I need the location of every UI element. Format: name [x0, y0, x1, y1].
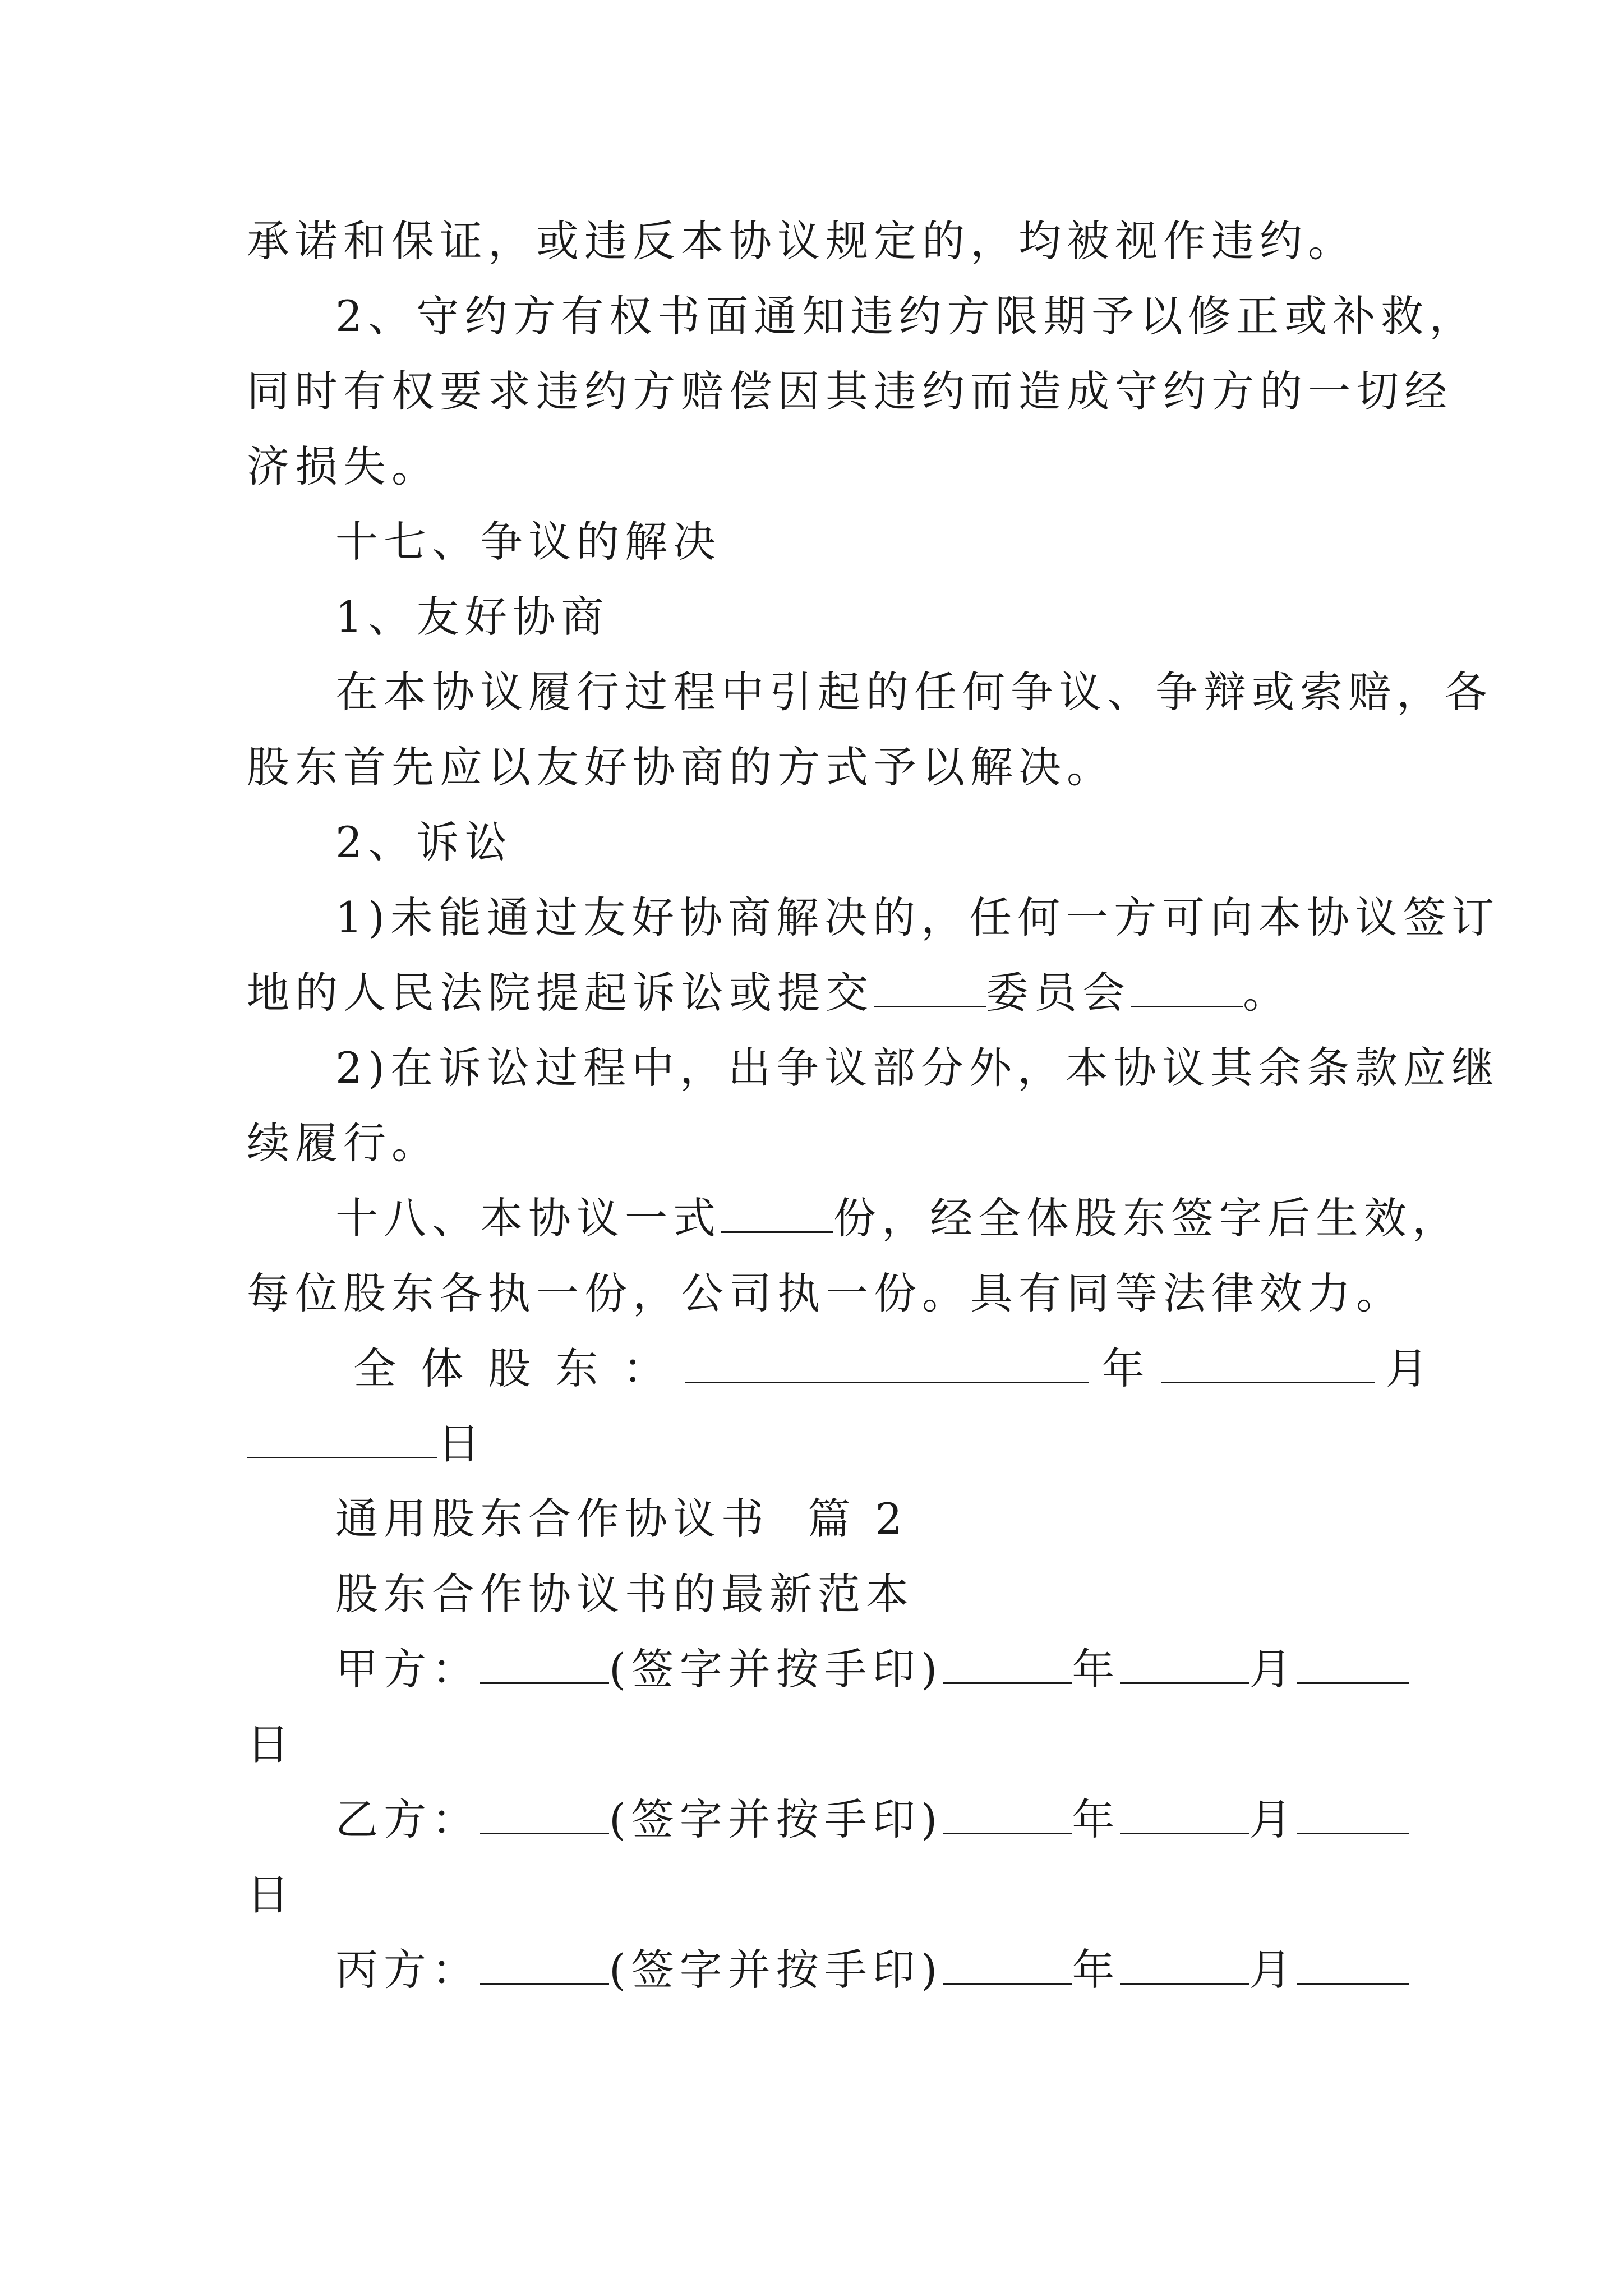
blank-line[interactable]: [874, 965, 986, 1007]
court-middle: 委员会: [986, 968, 1131, 1018]
blank-line[interactable]: [1120, 1642, 1249, 1684]
blank-line[interactable]: [943, 1943, 1072, 1985]
text-line: 2、守约方有权书面通知违约方限期予以修正或补救，: [335, 291, 1478, 341]
blank-line[interactable]: [1161, 1341, 1375, 1383]
party-label: 丙方：: [335, 1945, 480, 1995]
signature-line-party-b: [335, 1792, 1409, 1848]
blank-line[interactable]: [480, 1642, 609, 1684]
blank-line[interactable]: [247, 1416, 437, 1458]
month-label: 月: [1249, 1644, 1298, 1694]
court-suffix: 。: [1243, 968, 1291, 1018]
blank-line[interactable]: [943, 1642, 1072, 1684]
day-label: 日: [247, 1870, 295, 1920]
blank-line[interactable]: [721, 1191, 833, 1233]
text-line: 每位股东各执一份，公司执一份。具有同等法律效力。: [247, 1268, 1404, 1318]
text-line: 1)未能通过友好协商解决的，任何一方可向本协议签订: [335, 892, 1500, 942]
subsection-heading: 1、友好协商: [335, 592, 610, 642]
day-label: 日: [437, 1419, 486, 1469]
year-label: 年: [1072, 1795, 1121, 1844]
text-line: 股东首先应以友好协商的方式予以解决。: [247, 742, 1115, 792]
text-line: 同时有权要求违约方赔偿因其违约而造成守约方的一切经: [247, 366, 1453, 416]
signature-note: (签字并按手印): [609, 1644, 943, 1694]
blank-line[interactable]: [1297, 1943, 1409, 1985]
section-heading: 十七、争议的解决: [335, 517, 721, 567]
template-title: 股东合作协议书的最新范本: [335, 1569, 914, 1619]
blank-line[interactable]: [480, 1943, 609, 1985]
court-prefix: 地的人民法院提起诉讼或提交: [247, 968, 874, 1018]
text-line: 2)在诉讼过程中，出争议部分外，本协议其余条款应继: [335, 1043, 1500, 1093]
signature-note: (签字并按手印): [609, 1795, 943, 1844]
court-line: [247, 965, 1291, 1021]
shareholders-signature-line: [353, 1341, 1434, 1397]
year-label: 年: [1072, 1945, 1121, 1995]
section-title-text: 通用股东合作协议书: [335, 1494, 769, 1544]
signature-line-party-c: [335, 1942, 1409, 1998]
text-line: 济损失。: [247, 441, 440, 491]
text-line: 续履行。: [247, 1118, 440, 1168]
month-label: 月: [1249, 1945, 1298, 1995]
copies-suffix: 份，经全体股东签字后生效，: [833, 1193, 1460, 1243]
copies-line: [335, 1190, 1460, 1246]
day-label: 日: [247, 1719, 295, 1769]
blank-line[interactable]: [1131, 965, 1243, 1007]
year-label: 年: [1072, 1644, 1121, 1694]
month-label: 月: [1249, 1795, 1298, 1844]
party-label: 甲方：: [335, 1644, 480, 1694]
signature-note: (签字并按手印): [609, 1945, 943, 1995]
year-label: 年: [1101, 1343, 1150, 1393]
shareholders-day-line: [247, 1416, 486, 1472]
shareholders-label: 全 体 股 东 ：: [353, 1343, 671, 1393]
blank-line[interactable]: [1297, 1792, 1409, 1834]
blank-line[interactable]: [943, 1792, 1072, 1834]
party-label: 乙方：: [335, 1795, 480, 1844]
blank-line[interactable]: [685, 1341, 1089, 1383]
blank-line[interactable]: [480, 1792, 609, 1834]
text-line: 承诺和保证，或违反本协议规定的，均被视作违约。: [247, 216, 1356, 266]
subsection-heading: 2、诉讼: [335, 817, 513, 867]
copies-prefix: 十八、本协议一式: [335, 1193, 721, 1243]
blank-line[interactable]: [1120, 1943, 1249, 1985]
month-label: 月: [1385, 1343, 1434, 1393]
section-title: [335, 1491, 908, 1547]
signature-line-party-a: [335, 1641, 1409, 1697]
section-part: 篇 2: [808, 1494, 908, 1544]
text-line: 在本协议履行过程中引起的任何争议、争辩或索赔，各: [335, 667, 1493, 717]
blank-line[interactable]: [1120, 1792, 1249, 1834]
blank-line[interactable]: [1297, 1642, 1409, 1684]
